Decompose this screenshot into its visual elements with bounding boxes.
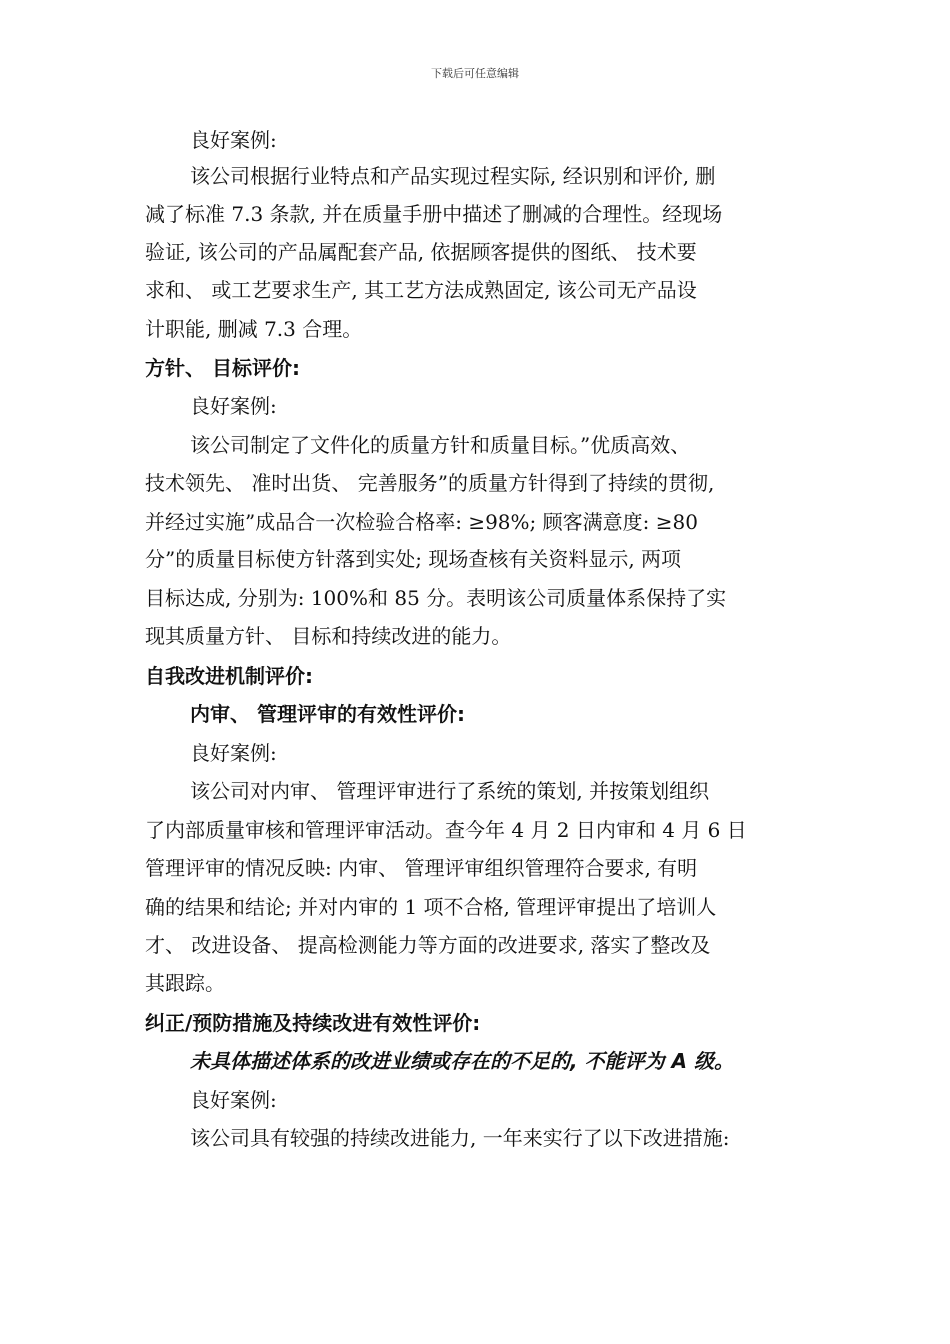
page-header-note: 下载后可任意编辑 [431, 67, 519, 80]
paragraph-line: 了内部质量审核和管理评审活动。查今年 4 月 2 日内审和 4 月 6 日 [145, 818, 747, 842]
case-label: 良好案例: [190, 1088, 277, 1112]
paragraph-line: 该公司制定了文件化的质量方针和质量目标。”优质高效、 [190, 433, 691, 457]
paragraph-line: 管理评审的情况反映: 内审、 管理评审组织管理符合要求, 有明 [145, 856, 698, 880]
paragraph-line: 减了标准 7.3 条款, 并在质量手册中描述了删减的合理性。经现场 [145, 202, 723, 226]
paragraph-line: 现其质量方针、 目标和持续改进的能力。 [145, 624, 512, 648]
paragraph-line: 目标达成, 分别为: 100%和 85 分。表明该公司质量体系保持了实 [145, 586, 727, 610]
paragraph-line: 该公司对内审、 管理评审进行了系统的策划, 并按策划组织 [190, 779, 710, 803]
paragraph-line: 技术领先、 准时出货、 完善服务”的质量方针得到了持续的贯彻, [145, 471, 715, 495]
paragraph-line: 分”的质量目标使方针落到实处; 现场查核有关资料显示, 两项 [145, 547, 682, 571]
paragraph-line: 才、 改进设备、 提高检测能力等方面的改进要求, 落实了整改及 [145, 933, 711, 957]
emphasis-note: 未具体描述体系的改进业绩或存在的不足的, 不能评为 A 级。 [190, 1049, 734, 1073]
paragraph-line: 确的结果和结论; 并对内审的 1 项不合格, 管理评审提出了培训人 [145, 895, 717, 919]
case-label: 良好案例: [190, 394, 277, 418]
case-label: 良好案例: [190, 741, 277, 765]
paragraph-line: 其跟踪。 [145, 971, 225, 995]
subsection-heading: 内审、 管理评审的有效性评价: [190, 702, 465, 726]
section-heading: 纠正/预防措施及持续改进有效性评价: [145, 1011, 481, 1035]
paragraph-line: 求和、 或工艺要求生产, 其工艺方法成熟固定, 该公司无产品设 [145, 278, 697, 302]
paragraph-line: 验证, 该公司的产品属配套产品, 依据顾客提供的图纸、 技术要 [145, 240, 697, 264]
paragraph-line: 并经过实施”成品合一次检验合格率: ≥98%; 顾客满意度: ≥80 [145, 510, 698, 534]
paragraph-line: 计职能, 删减 7.3 合理。 [145, 317, 363, 341]
section-heading: 自我改进机制评价: [145, 664, 313, 688]
section-heading: 方针、 目标评价: [145, 356, 300, 380]
case-label: 良好案例: [190, 128, 277, 152]
paragraph-line: 该公司根据行业特点和产品实现过程实际, 经识别和评价, 删 [190, 164, 716, 188]
paragraph-line: 该公司具有较强的持续改进能力, 一年来实行了以下改进措施: [190, 1126, 730, 1150]
